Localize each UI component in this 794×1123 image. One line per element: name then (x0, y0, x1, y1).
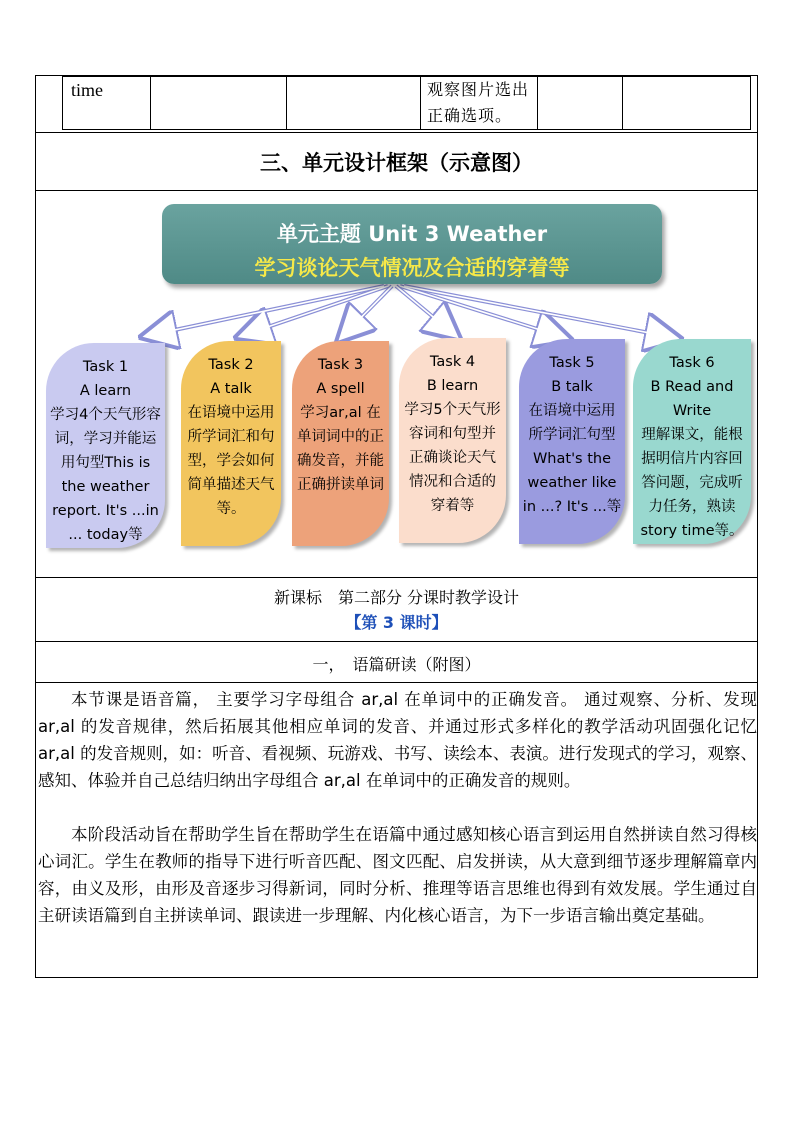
connector-arrows (146, 286, 676, 338)
task-lesson: A spell (316, 381, 365, 397)
row-divider (36, 682, 757, 683)
task-lesson: B Read and Write (650, 379, 734, 419)
task-lesson: B talk (551, 379, 593, 395)
unit-theme-box (162, 204, 662, 284)
row-divider (36, 132, 757, 133)
task-lesson: A talk (210, 381, 252, 397)
task-card-6 (633, 339, 751, 544)
lesson-tag: 【第 3 课时】 (345, 613, 448, 632)
time-cell: time (63, 77, 151, 130)
task-description: 在语境中运用所学词汇句型What's the weather like in ...? It's ...等 (522, 403, 622, 515)
task-lesson: B learn (426, 378, 479, 394)
paragraph-1: 本节课是语音篇， 主要学习字母组合 ar,al 在单词中的正确发音。 通过观察、分析、发现 ar,al 的发音规律，然后拓展其他相应单词的发音、并通过形式多样化的教学活动巩固强化记忆 ar,al 的发音规则，如：听音、看视频、玩游戏、书写、读绘本、表演。进行发现式的学习，观察、感知、体验并自己总结归纳出字母组合 ar,al 在单词中的正确发音的规则。 (38, 690, 757, 790)
task-card-5 (519, 339, 625, 544)
task-name: Task 2 (208, 357, 254, 373)
empty-cell (538, 77, 623, 130)
document-table (35, 75, 758, 978)
task-name: Task 3 (317, 357, 364, 373)
section3-title: 三、单元设计框架（示意图） (260, 151, 533, 175)
task-description: 学习4个天气形容词，学习并能运用句型This is the weather report. It's ...in ... today等 (50, 407, 161, 543)
task-name: Task 4 (429, 354, 476, 370)
row-divider (36, 577, 757, 578)
task-lesson: A learn (79, 383, 132, 399)
empty-cell (623, 77, 751, 130)
paragraph-2: 本阶段活动旨在帮助学生旨在帮助学生在语篇中通过感知核心语言到运用自然拼读自然习得核心词汇。学生在教师的指导下进行听音匹配、图文匹配、启发拼读，从大意到细节逐步理解篇章内容，由义及形，由形及音逐步习得新词，同时分析、推理等语言思维也得到有效发展。学生通过自主研读语篇到自主拼读单词、跟读进一步理解、内化核心语言，为下一步语言输出奠定基础。 (38, 825, 757, 925)
theme-title: 单元主题 Unit 3 Weather (276, 222, 548, 246)
task-description: 在语境中运用所学词汇和句型，学会如何简单描述天气等。 (187, 405, 275, 517)
task-description: 理解课文，能根据明信片内容回答问题，完成听力任务，熟读story time等。 (640, 427, 744, 539)
part2-heading: 新课标 第二部分 分课时教学设计 (273, 588, 520, 607)
task-name: Task 5 (549, 355, 595, 371)
section1-title: 一， 语篇研读（附图） (312, 655, 481, 674)
row-divider (36, 190, 757, 191)
task-card-1 (46, 343, 165, 548)
empty-cell (151, 77, 287, 130)
task-description: 学习5个天气形容词和句型并正确谈论天气情况和合适的穿着等 (404, 402, 501, 514)
row-divider (36, 641, 757, 642)
task-name: Task 6 (669, 355, 715, 371)
top-row-table (62, 76, 751, 130)
task-card-3 (292, 341, 389, 546)
task-description: 学习ar,al 在单词词中的正确发音，并能正确拼读单词 (297, 405, 384, 493)
task-card-4 (399, 338, 506, 543)
empty-cell (287, 77, 421, 130)
instruction-cell: 观察图片选出正确选项。 (421, 77, 538, 130)
theme-subtitle: 学习谈论天气情况及合适的穿着等 (254, 256, 570, 280)
task-name: Task 1 (82, 359, 129, 375)
task-card-2 (181, 341, 281, 546)
